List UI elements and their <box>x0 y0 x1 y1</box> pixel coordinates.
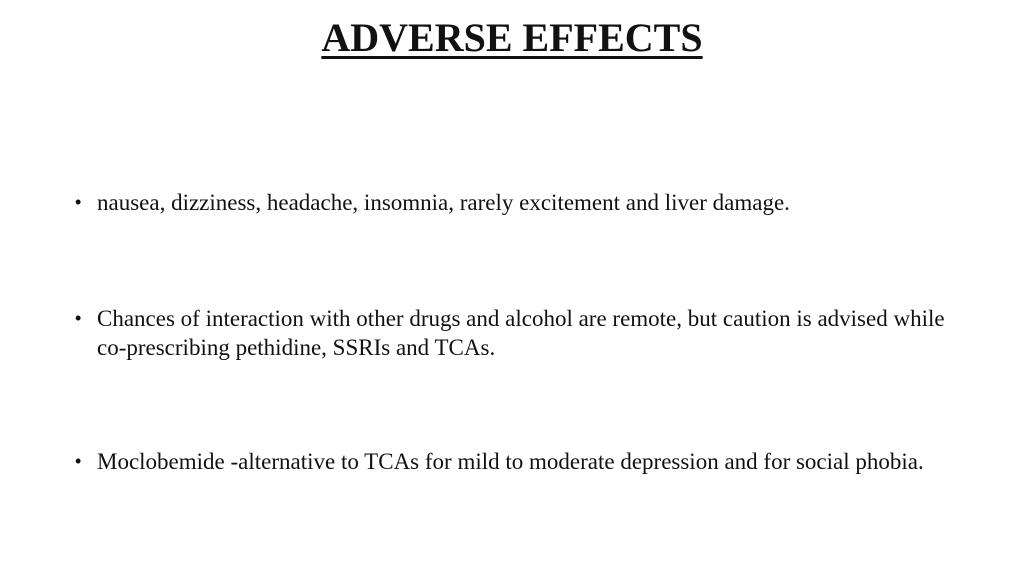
bullet-item: • nausea, dizziness, headache, insomnia, rarely excitement and liver damage. <box>75 190 790 215</box>
bullet-item: • Moclobemide -alternative to TCAs for mild to moderate depression and for social phobia. <box>75 449 924 474</box>
bullet-icon: • <box>75 192 82 212</box>
bullet-item: • Chances of interaction with other drugs and alcohol are remote, but caution is advised while co-prescribing pethidine, SSRIs and TCAs. <box>75 306 945 360</box>
bullet-icon: • <box>75 451 82 471</box>
bullet-icon: • <box>75 308 82 328</box>
slide-title: ADVERSE EFFECTS <box>321 15 703 60</box>
